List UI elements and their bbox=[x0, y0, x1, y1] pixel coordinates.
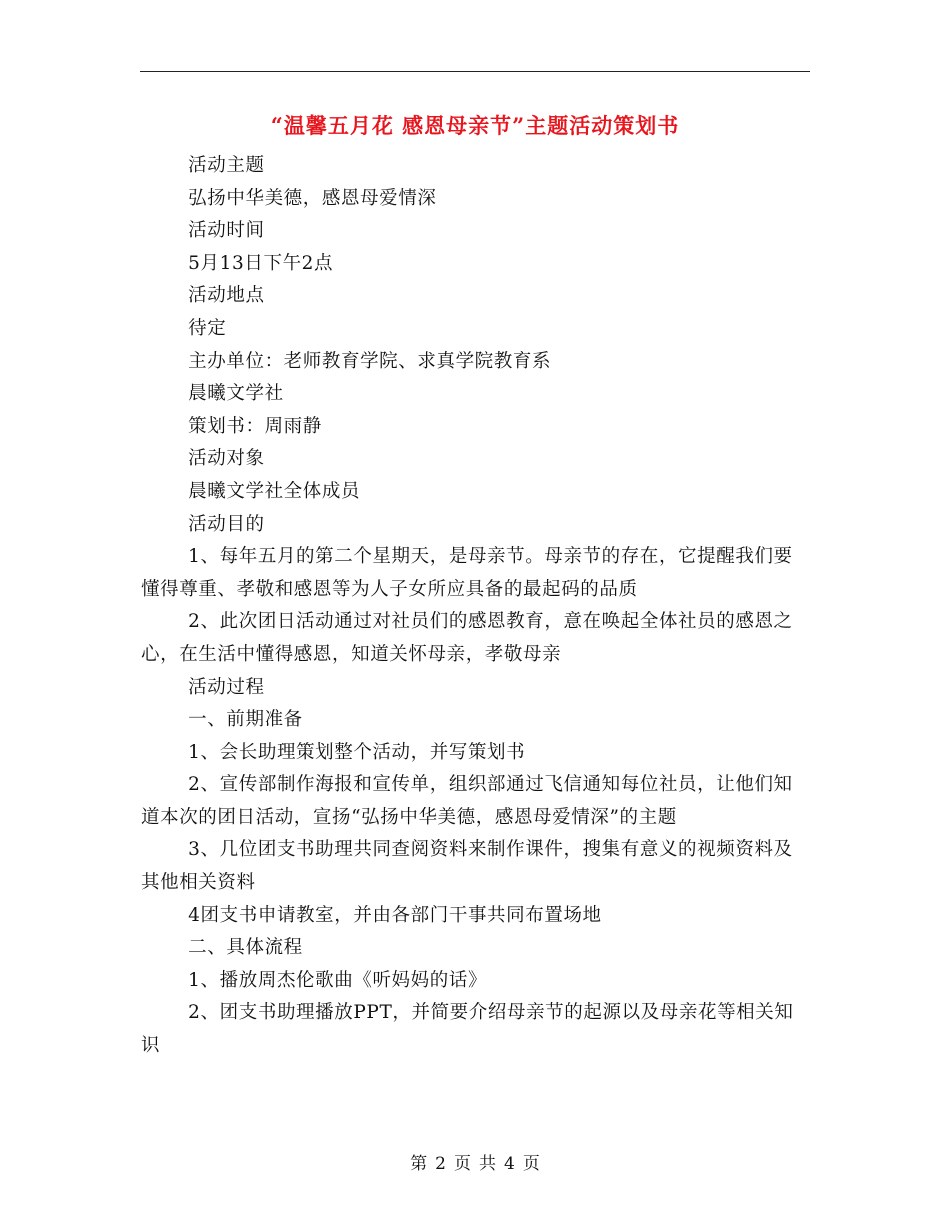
paragraph: 2、团支书助理播放PPT，并简要介绍母亲节的起源以及母亲花等相关知识 bbox=[141, 1002, 794, 1057]
paragraph: 5月13日下午2点 bbox=[188, 252, 334, 274]
paragraph: 晨曦文学社 bbox=[188, 383, 284, 405]
paragraph: 一、前期准备 bbox=[188, 709, 303, 731]
paragraph: 弘扬中华美德，感恩母爱情深 bbox=[188, 187, 437, 209]
paragraph: 2、此次团日活动通过对社员们的感恩教育，意在唤起全体社员的感恩之心，在生活中懂得感恩，知道关怀母亲，孝敬母亲 bbox=[141, 611, 793, 665]
paragraph: 活动主题 bbox=[188, 155, 265, 176]
footer-page-number: 2 bbox=[435, 1154, 446, 1174]
paragraph: 4团支书申请教室，并由各部门干事共同布置场地 bbox=[188, 904, 602, 926]
paragraph: 活动过程 bbox=[188, 676, 265, 698]
footer-total-pages: 4 bbox=[504, 1154, 515, 1174]
paragraph: 3、几位团支书助理共同查阅资料来制作课件，搜集有意义的视频资料及其他相关资料 bbox=[141, 839, 793, 894]
footer-page-suffix: 页 bbox=[522, 1154, 540, 1174]
page-footer bbox=[0, 1152, 950, 1176]
header-rule bbox=[140, 71, 810, 72]
paragraph: 主办单位：老师教育学院、求真学院教育系 bbox=[188, 350, 552, 372]
paragraph: 2、宣传部制作海报和宣传单，组织部通过飞信通知每位社员，让他们知道本次的团日活动，宣扬“弘扬中华美德，感恩母爱情深”的主题 bbox=[141, 774, 793, 828]
paragraph: 1、播放周杰伦歌曲《听妈妈的话》 bbox=[188, 969, 488, 991]
paragraph: 策划书：周雨静 bbox=[188, 415, 322, 437]
footer-page-mid: 页 bbox=[454, 1154, 471, 1174]
paragraph: 二、具体流程 bbox=[188, 937, 303, 959]
footer-page-prefix: 第 bbox=[410, 1154, 428, 1174]
paragraph: 活动目的 bbox=[188, 513, 265, 535]
paragraph: 活动地点 bbox=[188, 285, 265, 307]
footer-total-label: 共 bbox=[479, 1154, 496, 1174]
paragraph: 1、每年五月的第二个星期天，是母亲节。母亲节的存在，它提醒我们要懂得尊重、孝敬和感恩等为人子女所应具备的最起码的品质 bbox=[141, 546, 793, 600]
paragraph: 待定 bbox=[188, 317, 227, 339]
paragraph: 活动对象 bbox=[188, 448, 265, 470]
document-body bbox=[141, 150, 811, 1063]
paragraph: 1、会长助理策划整个活动，并写策划书 bbox=[188, 741, 526, 763]
document-title: “温馨五月花 感恩母亲节”主题活动策划书 bbox=[270, 113, 680, 138]
paragraph: 活动时间 bbox=[188, 220, 265, 242]
paragraph: 晨曦文学社全体成员 bbox=[188, 480, 361, 502]
